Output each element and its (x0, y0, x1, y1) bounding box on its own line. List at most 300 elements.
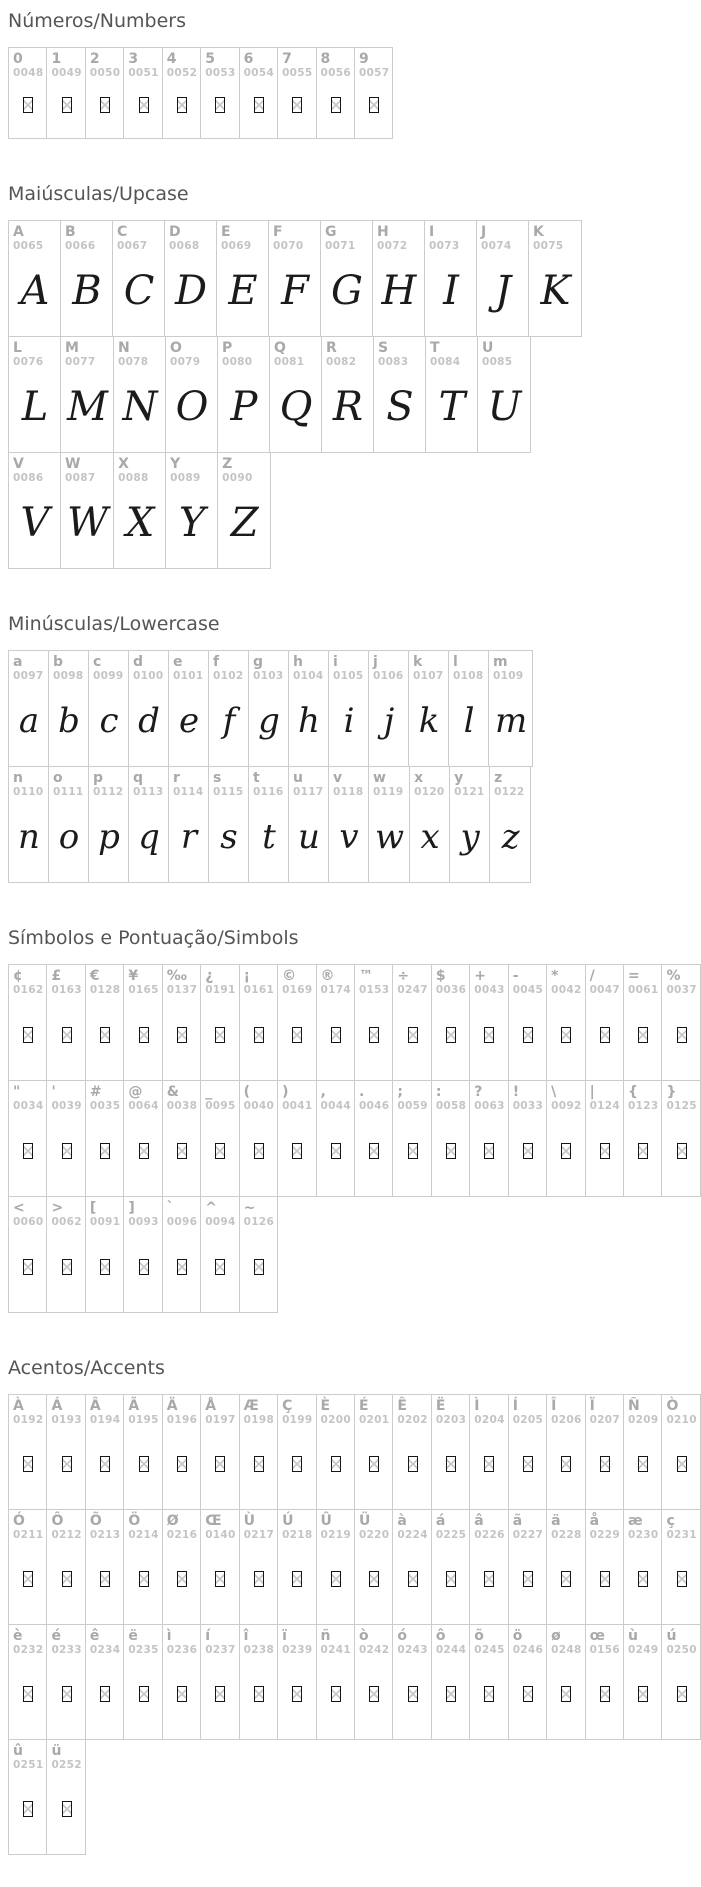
glyph-area (628, 1114, 658, 1196)
char-cell-0041 (278, 1081, 316, 1196)
char-label: ù (628, 1628, 638, 1644)
char-label: é (51, 1628, 61, 1644)
missing-glyph-icon (369, 97, 379, 113)
char-code: 0051 (128, 67, 159, 80)
char-label: ú (666, 1628, 677, 1644)
char-label: U (481, 340, 494, 356)
char-cell-0036 (432, 965, 470, 1080)
glyph-area (397, 1658, 427, 1739)
glyph-area (90, 1543, 120, 1624)
missing-glyph-icon (523, 1143, 533, 1159)
char-cell-0174 (317, 965, 355, 1080)
char-code: 0101 (173, 670, 204, 683)
char-cell-0091 (86, 1197, 124, 1312)
missing-glyph-icon (484, 1456, 494, 1472)
char-label: Ú (282, 1513, 294, 1529)
char-code: 0057 (358, 67, 390, 80)
glyph-area (90, 1230, 120, 1312)
missing-glyph-icon (638, 1456, 648, 1472)
missing-glyph-icon (292, 1143, 302, 1159)
glyph-area (359, 1428, 389, 1509)
char-cell-0198 (240, 1395, 278, 1509)
char-code: 0199 (282, 1414, 313, 1427)
missing-glyph-icon (369, 1027, 379, 1043)
char-code: 0245 (474, 1644, 505, 1657)
char-code: 0045 (512, 984, 544, 997)
char-code: 0194 (89, 1414, 121, 1427)
missing-glyph-icon (408, 1456, 418, 1472)
char-code: 0112 (93, 786, 124, 799)
script-glyph: R (332, 383, 364, 430)
char-label: ‰ (166, 968, 187, 984)
char-cell-0220 (355, 1510, 393, 1624)
char-code: 0140 (205, 1529, 236, 1542)
section-numbers (8, 10, 653, 139)
char-row (8, 1196, 278, 1313)
glyph-area (628, 1543, 658, 1624)
glyph-area (436, 998, 466, 1080)
char-cell-0105 (329, 651, 369, 766)
script-glyph: a (18, 700, 40, 741)
char-cell-0194 (86, 1395, 124, 1509)
glyph-area (51, 1658, 81, 1739)
char-cell-0077 (61, 337, 114, 452)
script-glyph: N (122, 383, 158, 430)
char-label: _ (205, 1084, 213, 1100)
script-glyph: t (262, 816, 276, 857)
glyph-area (513, 1428, 543, 1509)
char-cell-0110 (9, 767, 49, 882)
char-code: 0040 (243, 1100, 275, 1113)
section-upcase (8, 183, 653, 569)
char-cell-0102 (209, 651, 249, 766)
script-glyph: u (298, 816, 320, 857)
char-cell-0116 (249, 767, 289, 882)
char-cell-0084 (426, 337, 478, 452)
char-code: 0095 (205, 1100, 236, 1113)
char-code: 0062 (51, 1216, 82, 1229)
char-label: ó (397, 1628, 407, 1644)
char-label: d (133, 654, 144, 670)
char-label: Ï (589, 1398, 595, 1414)
char-code: 0249 (628, 1644, 659, 1657)
char-label: ä (551, 1513, 561, 1529)
char-cell-0161 (240, 965, 278, 1080)
char-cell-0235 (124, 1625, 162, 1739)
char-label: % (666, 968, 681, 984)
char-label: < (13, 1200, 25, 1216)
char-cell-0043 (470, 965, 508, 1080)
char-code: 0105 (333, 670, 364, 683)
char-label: | (589, 1084, 595, 1100)
char-cell-0243 (393, 1625, 431, 1739)
script-glyph: n (18, 816, 40, 857)
missing-glyph-icon (331, 1686, 341, 1702)
char-code: 0048 (13, 67, 44, 80)
char-label: Œ (205, 1513, 222, 1529)
char-code: 0118 (333, 786, 364, 799)
char-label: s (213, 770, 222, 786)
char-cell-0246 (509, 1625, 547, 1739)
char-code: 0248 (551, 1644, 582, 1657)
char-code: 0065 (13, 240, 44, 253)
char-code: 0119 (373, 786, 404, 799)
char-code: 0163 (51, 984, 82, 997)
missing-glyph-icon (139, 1143, 149, 1159)
char-label: ¡ (243, 968, 251, 984)
char-cell-0212 (47, 1510, 85, 1624)
glyph-area (321, 1428, 351, 1509)
char-code: 0042 (551, 984, 582, 997)
char-label: K (533, 224, 544, 240)
char-code: 0108 (453, 670, 484, 683)
char-code: 0231 (666, 1529, 697, 1542)
char-label: ; (397, 1084, 403, 1100)
char-cell-0079 (166, 337, 218, 452)
char-label: Î (551, 1398, 557, 1414)
script-glyph: b (58, 700, 80, 741)
missing-glyph-icon (23, 1686, 33, 1702)
char-cell-0191 (201, 965, 239, 1080)
glyph-area (436, 1428, 466, 1509)
char-row (8, 766, 531, 883)
glyph-area (282, 1114, 312, 1196)
char-label: Ë (435, 1398, 446, 1414)
glyph-area (321, 81, 351, 138)
char-cell-0080 (218, 337, 270, 452)
glyph-area (474, 1543, 504, 1624)
char-code: 0082 (325, 356, 357, 369)
glyph-area (244, 1230, 274, 1312)
char-cell-0074 (477, 221, 529, 336)
char-code: 0081 (273, 356, 305, 369)
char-code: 0193 (51, 1414, 82, 1427)
char-label: / (589, 968, 595, 984)
glyph-area (359, 1658, 389, 1739)
missing-glyph-icon (177, 1027, 187, 1043)
char-label: Ì (474, 1398, 480, 1414)
char-code: 0202 (397, 1414, 428, 1427)
char-label: ô (435, 1628, 446, 1644)
char-label: ' (51, 1084, 56, 1100)
char-label: 8 (320, 51, 331, 67)
char-cell-0115 (209, 767, 249, 882)
char-code: 0043 (474, 984, 505, 997)
char-cell-0033 (509, 1081, 547, 1196)
missing-glyph-icon (484, 1027, 494, 1043)
char-code: 0116 (253, 786, 284, 799)
char-label: p (93, 770, 104, 786)
char-label: ê (89, 1628, 100, 1644)
missing-glyph-icon (62, 1259, 72, 1275)
char-label: Õ (89, 1513, 102, 1529)
script-glyph: F (281, 267, 309, 314)
missing-glyph-icon (177, 1686, 187, 1702)
missing-glyph-icon (100, 1456, 110, 1472)
missing-glyph-icon (369, 1571, 379, 1587)
char-label: ® (320, 968, 335, 984)
missing-glyph-icon (484, 1143, 494, 1159)
char-row (8, 1394, 701, 1510)
char-code: 0153 (358, 984, 390, 997)
char-label: È (320, 1398, 331, 1414)
char-label: : (435, 1084, 442, 1100)
char-label: W (65, 456, 81, 472)
char-code: 0219 (320, 1529, 351, 1542)
char-label: q (133, 770, 144, 786)
char-code: 0195 (128, 1414, 159, 1427)
char-label: Æ (243, 1398, 259, 1414)
char-code: 0200 (320, 1414, 351, 1427)
missing-glyph-icon (254, 1259, 264, 1275)
script-glyph: x (420, 816, 440, 857)
char-code: 0227 (512, 1529, 544, 1542)
char-label: ï (282, 1628, 287, 1644)
char-code: 0137 (166, 984, 198, 997)
char-label: X (118, 456, 129, 472)
char-cell-0217 (240, 1510, 278, 1624)
glyph-area (359, 1543, 389, 1624)
script-glyph: q (138, 816, 160, 857)
missing-glyph-icon (292, 1571, 302, 1587)
char-label: ] (128, 1200, 135, 1216)
char-code: 0203 (435, 1414, 467, 1427)
glyph-area (13, 1114, 43, 1196)
missing-glyph-icon (254, 97, 264, 113)
char-cell-0073 (425, 221, 477, 336)
script-glyph: l (463, 700, 475, 741)
char-cell-0064 (124, 1081, 162, 1196)
char-cell-0071 (321, 221, 373, 336)
char-code: 0236 (166, 1644, 198, 1657)
glyph-area (282, 1658, 312, 1739)
script-glyph: o (58, 816, 80, 857)
glyph-area (282, 81, 312, 138)
missing-glyph-icon (677, 1143, 687, 1159)
glyph-area (128, 1658, 158, 1739)
missing-glyph-icon (677, 1456, 687, 1472)
missing-glyph-icon (369, 1143, 379, 1159)
char-cell-0034 (9, 1081, 47, 1196)
missing-glyph-icon (331, 97, 341, 113)
char-code: 0156 (589, 1644, 620, 1657)
char-cell-0061 (624, 965, 662, 1080)
glyph-area (244, 1114, 274, 1196)
char-code: 0055 (282, 67, 313, 80)
char-cell-0093 (124, 1197, 162, 1312)
char-code: 0239 (282, 1644, 313, 1657)
char-cell-0124 (586, 1081, 624, 1196)
char-label: Ã (128, 1398, 140, 1414)
char-label: £ (51, 968, 62, 984)
glyph-area (551, 1543, 581, 1624)
char-cell-0075 (529, 221, 581, 336)
char-label: , (320, 1084, 326, 1100)
script-glyph: H (381, 267, 417, 314)
char-label: ^ (205, 1200, 217, 1216)
char-label: - (512, 968, 519, 984)
char-code: 0079 (169, 356, 201, 369)
script-glyph: m (495, 700, 528, 741)
char-label: M (65, 340, 79, 356)
char-label: x (414, 770, 424, 786)
char-label: 4 (166, 51, 177, 67)
missing-glyph-icon (600, 1571, 610, 1587)
char-label: Á (51, 1398, 63, 1414)
missing-glyph-icon (331, 1571, 341, 1587)
missing-glyph-icon (139, 97, 149, 113)
char-row (8, 964, 701, 1081)
char-code: 0090 (222, 472, 253, 485)
char-code: 0229 (589, 1529, 620, 1542)
char-label: c (93, 654, 102, 670)
char-cell-0070 (269, 221, 321, 336)
missing-glyph-icon (100, 97, 110, 113)
section-title-upcase: Maiúsculas/Upcase (8, 183, 189, 205)
char-cell-0234 (86, 1625, 124, 1739)
char-label: 9 (358, 51, 369, 67)
char-cell-0047 (586, 965, 624, 1080)
char-label: w (373, 770, 386, 786)
char-code: 0126 (243, 1216, 275, 1229)
script-glyph: Z (230, 499, 259, 546)
char-label: É (358, 1398, 369, 1414)
char-label: 6 (243, 51, 254, 67)
missing-glyph-icon (600, 1456, 610, 1472)
char-code: 0078 (117, 356, 149, 369)
char-code: 0122 (494, 786, 525, 799)
char-label: ( (243, 1084, 251, 1100)
section-accents (8, 1357, 697, 1855)
script-glyph: Q (279, 383, 313, 430)
missing-glyph-icon (561, 1686, 571, 1702)
missing-glyph-icon (446, 1456, 456, 1472)
char-cell-0242 (355, 1625, 393, 1739)
char-label: { (628, 1084, 638, 1100)
char-cell-0114 (169, 767, 209, 882)
char-cell-0193 (47, 1395, 85, 1509)
char-code: 0074 (481, 240, 512, 253)
script-glyph: r (180, 816, 198, 857)
char-cell-0210 (662, 1395, 699, 1509)
char-code: 0071 (325, 240, 356, 253)
char-cell-0069 (217, 221, 269, 336)
char-code: 0218 (282, 1529, 313, 1542)
glyph-area (90, 1658, 120, 1739)
missing-glyph-icon (254, 1027, 264, 1043)
missing-glyph-icon (139, 1027, 149, 1043)
char-cell-0052 (163, 48, 201, 138)
char-code: 0038 (166, 1100, 198, 1113)
missing-glyph-icon (446, 1027, 456, 1043)
char-label: a (13, 654, 23, 670)
char-cell-0228 (547, 1510, 585, 1624)
char-code: 0111 (53, 786, 84, 799)
missing-glyph-icon (62, 1143, 72, 1159)
char-code: 0230 (628, 1529, 659, 1542)
glyph-area (205, 1428, 235, 1509)
missing-glyph-icon (100, 1027, 110, 1043)
char-cell-0250 (662, 1625, 699, 1739)
char-label: B (65, 224, 76, 240)
char-code: 0069 (221, 240, 252, 253)
char-code: 0232 (13, 1644, 44, 1657)
char-code: 0064 (128, 1100, 159, 1113)
missing-glyph-icon (292, 1027, 302, 1043)
char-code: 0046 (358, 1100, 390, 1113)
glyph-area (474, 998, 504, 1080)
glyph-area (666, 1543, 696, 1624)
missing-glyph-icon (600, 1686, 610, 1702)
char-label: O (169, 340, 182, 356)
script-glyph: i (343, 700, 355, 741)
char-label: â (474, 1513, 484, 1529)
missing-glyph-icon (100, 1143, 110, 1159)
char-label: H (377, 224, 389, 240)
missing-glyph-icon (561, 1143, 571, 1159)
char-code: 0052 (166, 67, 198, 80)
script-glyph: z (501, 816, 520, 857)
char-cell-0106 (369, 651, 409, 766)
missing-glyph-icon (638, 1571, 648, 1587)
glyph-area (551, 998, 581, 1080)
char-cell-0231 (662, 1510, 699, 1624)
char-code: 0063 (474, 1100, 505, 1113)
missing-glyph-icon (62, 1027, 72, 1043)
glyph-area (205, 1114, 235, 1196)
char-code: 0120 (414, 786, 445, 799)
glyph-area (51, 1230, 81, 1312)
char-code: 0220 (358, 1529, 390, 1542)
char-cell-0050 (86, 48, 124, 138)
glyph-area (205, 1658, 235, 1739)
glyph-area (13, 1658, 43, 1739)
char-label: P (221, 340, 233, 356)
char-code: 0115 (213, 786, 244, 799)
char-cell-0236 (163, 1625, 201, 1739)
char-label: [ (89, 1200, 97, 1216)
char-code: 0226 (474, 1529, 505, 1542)
glyph-area (90, 81, 120, 138)
char-cell-0068 (165, 221, 217, 336)
glyph-area (90, 1114, 120, 1196)
char-label: Ñ (628, 1398, 640, 1414)
missing-glyph-icon (215, 1027, 225, 1043)
char-code: 0047 (589, 984, 620, 997)
glyph-area (51, 1114, 81, 1196)
char-code: 0228 (551, 1529, 582, 1542)
char-code: 0165 (128, 984, 159, 997)
char-label: L (13, 340, 22, 356)
missing-glyph-icon (62, 1571, 72, 1587)
missing-glyph-icon (446, 1143, 456, 1159)
char-cell-0125 (662, 1081, 699, 1196)
glyph-area (167, 81, 197, 138)
char-code: 0198 (243, 1414, 275, 1427)
char-code: 0207 (589, 1414, 620, 1427)
glyph-area (128, 1543, 158, 1624)
char-label: V (13, 456, 24, 472)
glyph-area (436, 1543, 466, 1624)
script-glyph: v (339, 816, 359, 857)
char-code: 0128 (89, 984, 121, 997)
char-label: 3 (128, 51, 139, 67)
char-code: 0056 (320, 67, 351, 80)
char-code: 0094 (205, 1216, 236, 1229)
char-code: 0238 (243, 1644, 275, 1657)
missing-glyph-icon (177, 1259, 187, 1275)
char-label: ø (551, 1628, 561, 1644)
